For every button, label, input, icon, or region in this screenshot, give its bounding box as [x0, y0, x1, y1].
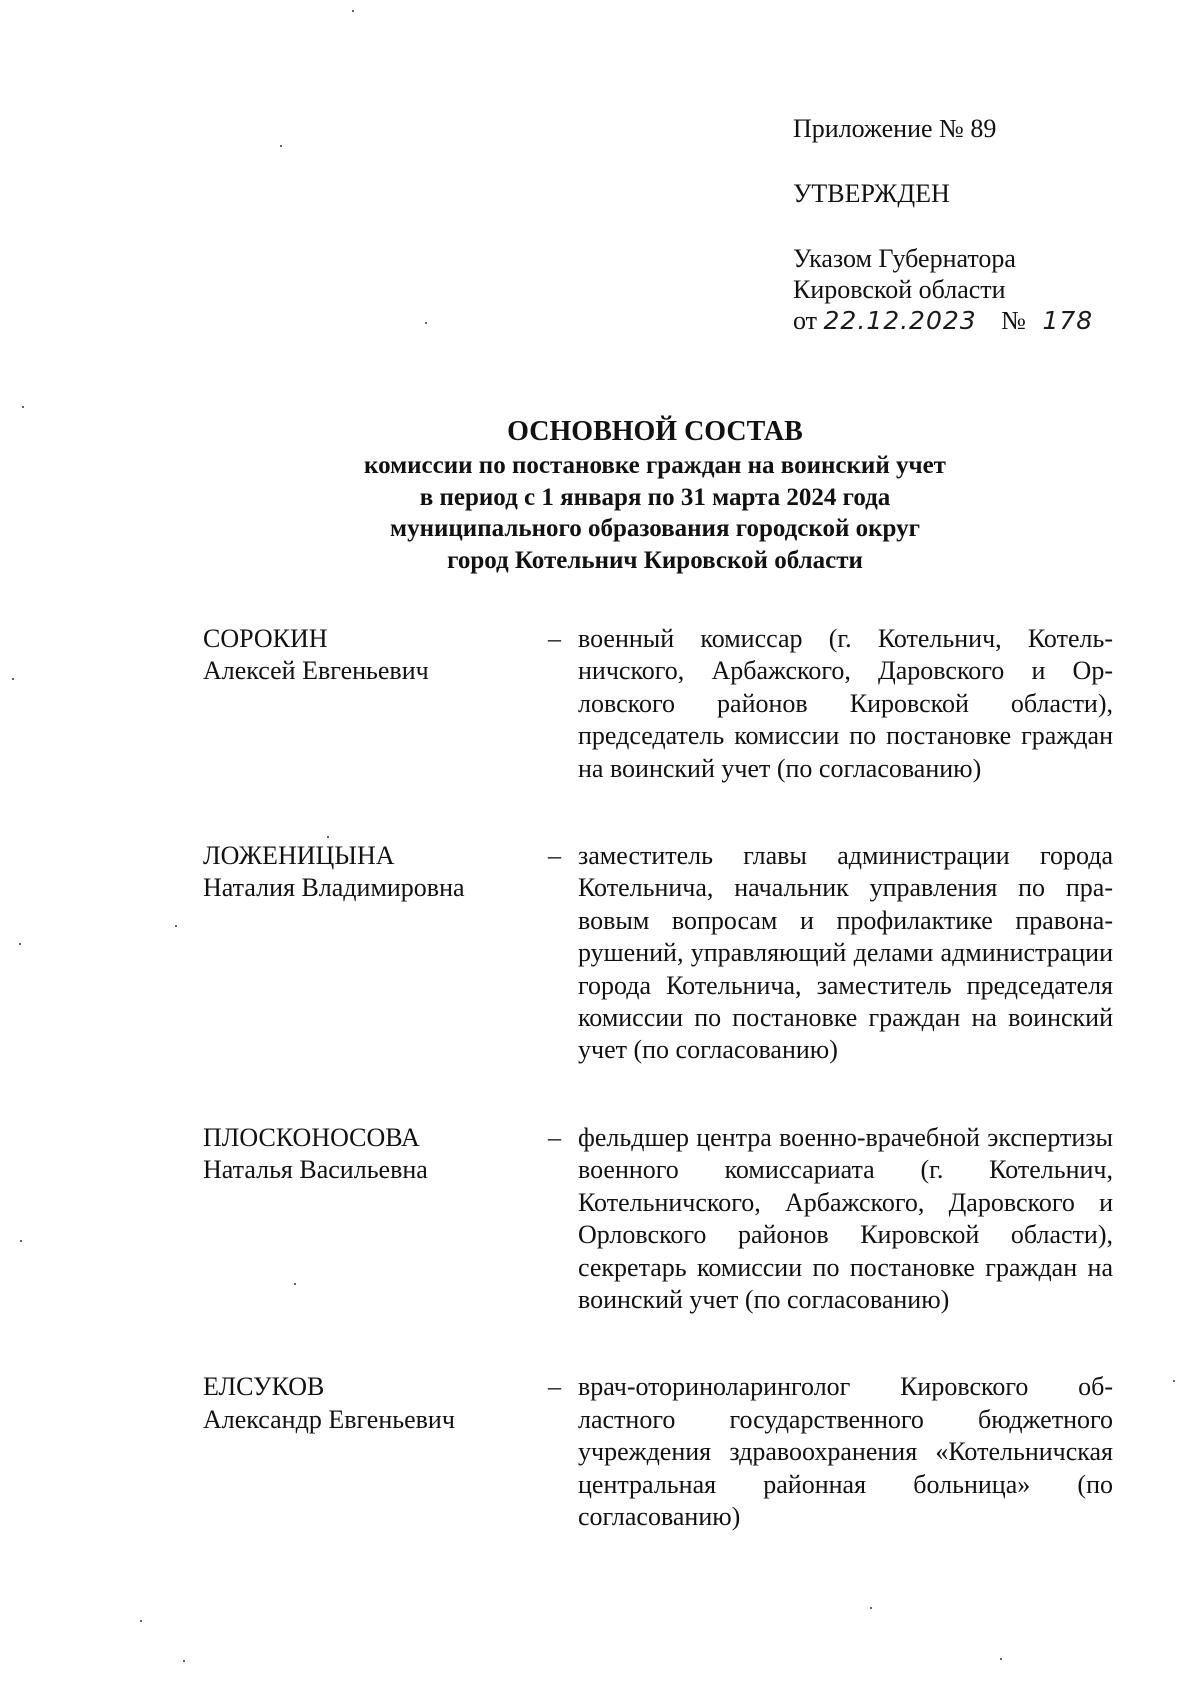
approved-by-line2: Кировской области	[793, 275, 1006, 304]
member-position: военный комиссар (г. Котельнич, Котельничского, Арбажского, Даровского и Орловского районов Кировской области), председатель комиссии по постановке граждан на воинский учет (по согласованию)	[578, 624, 1113, 783]
approved-stamp-text: УТВЕРЖДЕН	[793, 179, 950, 208]
scan-speck	[1173, 1380, 1175, 1382]
title-line-2: в период с 1 января по 31 марта 2024 года	[419, 483, 891, 511]
member-name	[203, 840, 548, 1067]
member-entry	[203, 840, 1113, 1067]
member-given-names: Алексей Евгеньевич	[203, 656, 429, 686]
member-dash: –	[548, 841, 561, 871]
member-entry	[203, 1122, 1113, 1316]
member-surname: ЕЛСУКОВ	[203, 1372, 325, 1402]
title-line-1: комиссии по постановке граждан на воинский учет	[364, 452, 946, 479]
document-title	[200, 414, 1110, 576]
member-dash: –	[548, 1122, 561, 1152]
title-main: ОСНОВНОЙ СОСТАВ	[507, 416, 803, 447]
scan-speck	[175, 925, 177, 927]
member-name	[203, 1122, 548, 1316]
scan-speck	[280, 145, 282, 147]
member-dash: –	[548, 624, 561, 653]
member-surname: СОРОКИН	[203, 624, 328, 653]
member-surname: ЛОЖЕНИЦЫНА	[203, 841, 395, 871]
member-position: врач-оториноларинголог Кировского областного государственного бюджетного учреждения здравоохранения «Котельничская центральная районная больница» (по согласованию)	[578, 1372, 1113, 1531]
scan-speck	[425, 322, 427, 324]
member-entry	[203, 623, 1113, 785]
scan-speck	[19, 943, 21, 945]
scan-speck	[22, 406, 24, 408]
member-given-names: Наталия Владимировна	[203, 873, 465, 903]
approval-block	[793, 113, 1153, 336]
scan-speck	[183, 1660, 185, 1662]
scan-speck	[20, 1240, 22, 1242]
decree-date-line	[793, 305, 1153, 336]
member-position: фельдшер центра военно-врачебной экспертизы военного комиссариата (г. Котельнич, Котельничского, Арбажского, Даровского и Орловского районов Кировской области), секретарь комиссии по постановке граждан на воинский учет (по согласованию)	[578, 1122, 1113, 1314]
scan-speck	[140, 1620, 142, 1622]
title-line-3: муниципального образования городской округ	[390, 515, 920, 542]
member-dash: –	[548, 1372, 561, 1402]
member-name	[203, 1371, 548, 1533]
title-line-4: город Котельнич Кировской области	[447, 546, 863, 574]
handwritten-date: 22.12.2023	[823, 306, 977, 335]
scan-speck	[1000, 1658, 1002, 1660]
member-position: заместитель главы администрации города Котельнича, начальник управления по правовым вопросам и профилактике правонарушений, управляющий делами администрации города Котельнича, заместитель председателя комиссии по постановке граждан на воинский учет (по согласованию)	[578, 841, 1113, 1065]
member-name	[203, 623, 548, 785]
number-sign: №	[1001, 306, 1026, 335]
member-surname: ПЛОСКОНОСОВА	[203, 1122, 420, 1152]
appendix-number: Приложение № 89	[793, 114, 997, 143]
date-prefix: от	[793, 306, 818, 335]
scan-speck	[12, 678, 14, 680]
scan-speck	[352, 10, 354, 12]
handwritten-number: 178	[1042, 306, 1094, 335]
approved-by-line1: Указом Губернатора	[793, 244, 1016, 273]
members-list	[203, 623, 1113, 1533]
member-given-names: Наталья Васильевна	[203, 1155, 428, 1185]
scan-speck	[870, 1607, 872, 1609]
member-given-names: Александр Евгеньевич	[203, 1404, 455, 1434]
member-entry	[203, 1371, 1113, 1533]
